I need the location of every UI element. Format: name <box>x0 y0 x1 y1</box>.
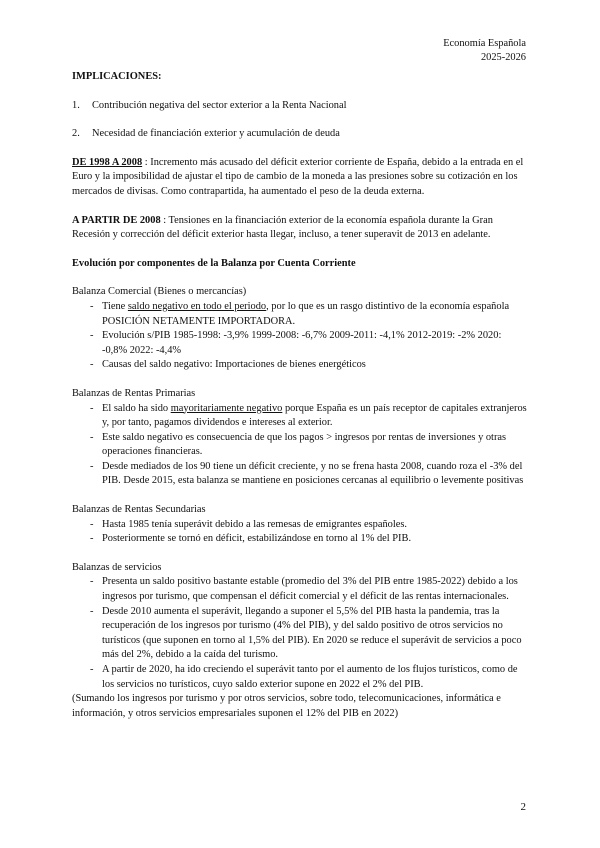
implicaciones-list <box>72 99 527 142</box>
underlined-text: saldo negativo en todo el periodo <box>127 300 267 312</box>
dash-bullet: - <box>90 533 94 545</box>
balanza-comercial-title: Balanza Comercial (Bienes o mercancías) <box>72 286 247 298</box>
item-text: Desde mediados de los 90 tiene un déficit creciente, y no se frena hasta 2008, cuando roza el -3% del PIB. Desde 2015, esta balanza se mantiene en posiciones cercanas al equilibrio o levemente positivas <box>102 460 524 487</box>
dash-bullet: - <box>90 300 94 312</box>
item-text: Tiene <box>102 300 128 312</box>
periodo-label: DE 1998 A 2008 <box>72 156 143 168</box>
item-text: porque España es un país receptor de capitales extranjeros y, por tanto, pagamos dividendos e intereses al exterior. <box>102 402 527 429</box>
header-title: Economía Española <box>443 38 526 49</box>
underlined-text: mayoritariamente negativo <box>170 402 283 414</box>
dash-bullet: - <box>90 518 94 530</box>
rentas-primarias-list <box>72 402 527 490</box>
item-text: Desde 2010 aumenta el superávit, llegando a suponer el 5,5% del PIB hasta la pandemia, tras la recuperación de los ingresos por turismo (4% del PIB), y del saldo positivo de otros servicios no turísticos (que suponen en torno al 1,5% del PIB). En 2020 se reduce el superávit de servicios a poco más del 2%, debido a la caída del turismo. <box>102 605 522 661</box>
section-heading: Evolución por componentes de la Balanza por Cuenta Corriente <box>72 257 356 269</box>
list-item <box>72 663 527 692</box>
list-number: 1. <box>72 99 80 111</box>
dash-bullet: - <box>90 330 94 342</box>
periodo-label: A PARTIR DE 2008 <box>72 214 161 226</box>
item-text: Causas del saldo negativo: Importaciones de bienes energéticos <box>102 359 366 371</box>
closing-note: (Sumando los ingresos por turismo y por otros servicios, sobre todo, telecomunicaciones, informática e información, y otros servicios empresariales suponen el 12% del PIB en 2022) <box>72 693 501 719</box>
balanza-servicios-title: Balanzas de servicios <box>72 561 162 573</box>
dash-bullet: - <box>90 576 94 588</box>
header-years: 2025-2026 <box>480 52 526 63</box>
list-item <box>72 532 527 547</box>
list-item <box>72 605 527 663</box>
item-text: Este saldo negativo es consecuencia de que los pagos > ingresos por rentas de inversiones y otras operaciones financieras. <box>102 431 507 458</box>
list-item <box>72 358 527 373</box>
item-text: El saldo ha sido <box>102 402 171 414</box>
item-text: Posteriormente se tornó en déficit, estabilizándose en torno al 1% del PIB. <box>102 533 412 545</box>
page-number: 2 <box>520 801 526 814</box>
item-text: Evolución s/PIB 1985-1998: -3,9% 1999-2008: -6,7% 2009-2011: -4,1% 2012-2019: -2% 2020: -0,8% 2022: -4,4% <box>102 330 502 356</box>
item-text: A partir de 2020, ha ido creciendo el superávit tanto por el aumento de los flujos turísticos, como de los servicios no turísticos, cuyo saldo exterior supone en 2022 el 2% del PIB. <box>102 664 518 690</box>
list-item <box>72 460 527 489</box>
dash-bullet: - <box>90 605 94 617</box>
list-item <box>72 329 527 358</box>
periodo-text: : Incremento más acusado del déficit exterior corriente de España, debido a la entrada en el Euro y la imposibilidad de ajustar el tipo de cambio de la moneda a las presiones sobre su cotización en los mercados de divisas. Como contrapartida, ha aumentado el peso de la deuda externa. <box>72 156 524 197</box>
item-text: Hasta 1985 tenía superávit debido a las remesas de emigrantes españoles. <box>102 518 407 530</box>
list-item <box>72 99 527 114</box>
implicaciones-title: IMPLICACIONES: <box>72 71 162 82</box>
dash-bullet: - <box>90 460 94 472</box>
item-text: Presenta un saldo positivo bastante estable (promedio del 3% del PIB entre 1985-2022) debido a los ingresos por turismo, que compensan el déficit comercial y el déficit de las rentas internacionales. <box>102 576 518 603</box>
item-text: , por lo que es un rasgo distintivo de la economía española POSICIÓN NETAMENTE IMPORTADORA. <box>102 300 510 327</box>
document-body <box>72 70 527 721</box>
rentas-secundarias-list <box>72 518 527 547</box>
list-item <box>72 575 527 604</box>
dash-bullet: - <box>90 664 94 675</box>
periodo-1998-2008-paragraph <box>72 156 527 200</box>
rentas-secundarias-title: Balanzas de Rentas Secundarias <box>72 504 206 516</box>
list-item <box>72 431 527 460</box>
balanza-comercial-list <box>72 300 527 373</box>
list-number: 2. <box>72 128 80 140</box>
dash-bullet: - <box>90 359 94 371</box>
dash-bullet: - <box>90 402 94 414</box>
list-item <box>72 402 527 431</box>
list-item-text: Necesidad de financiación exterior y acumulación de deuda <box>92 128 340 140</box>
balanza-servicios-list <box>72 575 527 692</box>
periodo-text: : Tensiones en la financiación exterior de la economía española durante la Gran Recesión y corrección del déficit exterior hasta llegar, incluso, a tener superavit de 2013 en adelante. <box>72 214 493 241</box>
dash-bullet: - <box>90 431 94 443</box>
list-item-text: Contribución negativa del sector exterior a la Renta Nacional <box>92 99 347 111</box>
list-item <box>72 518 527 533</box>
rentas-primarias-title: Balanzas de Rentas Primarias <box>72 387 196 399</box>
list-item <box>72 300 527 329</box>
page-header <box>443 37 526 65</box>
periodo-2008-paragraph <box>72 214 527 243</box>
list-item <box>72 127 527 142</box>
